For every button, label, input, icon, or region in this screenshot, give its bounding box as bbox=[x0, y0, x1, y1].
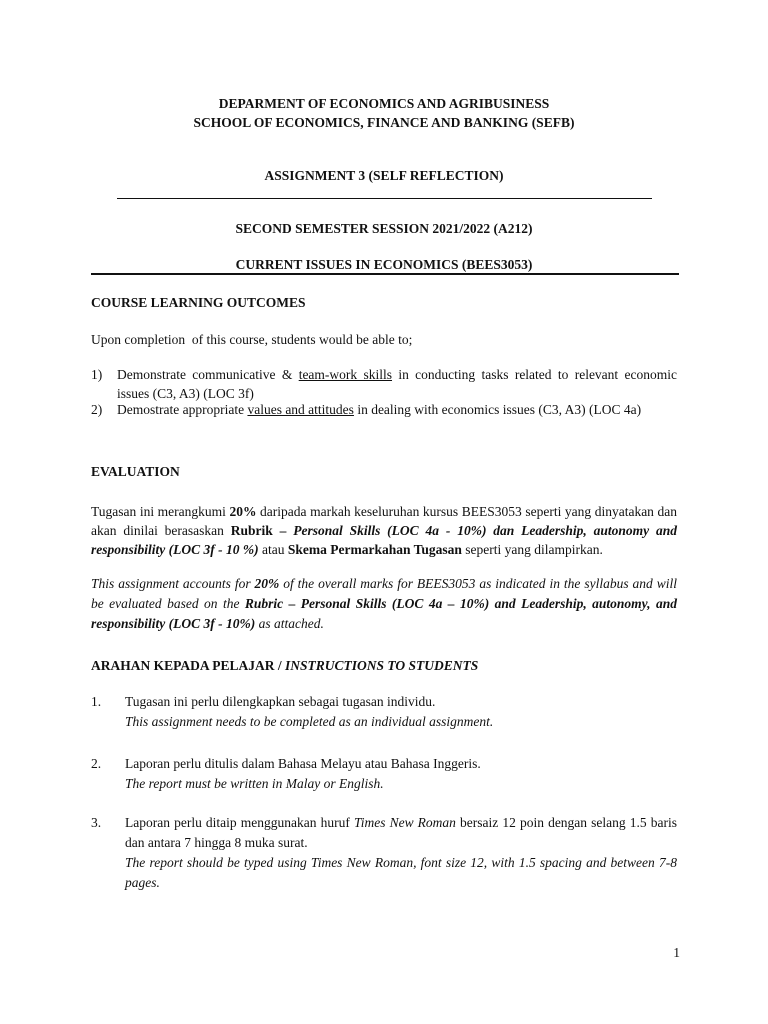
clo-heading: COURSE LEARNING OUTCOMES bbox=[91, 295, 306, 310]
bold-text: Skema Permarkahan Tugasan bbox=[287, 542, 462, 557]
clo-intro: Upon completion of this course, students would be able to; bbox=[91, 332, 413, 347]
instruction-number: 1. bbox=[91, 694, 102, 709]
instruction-malay bbox=[125, 813, 677, 853]
clo-item bbox=[117, 365, 677, 403]
clo-item-text: Demostrate appropriate bbox=[117, 402, 248, 417]
instruction-english: This assignment needs to be completed as an individual assignment. bbox=[125, 714, 494, 729]
clo-item-underlined: values and attitudes bbox=[247, 402, 354, 417]
title-divider bbox=[117, 198, 652, 199]
text: atau bbox=[258, 542, 288, 557]
semester-line: SECOND SEMESTER SESSION 2021/2022 (A212) bbox=[235, 221, 533, 236]
clo-item-text: in dealing with economics issues (C3, A3) (LOC 4a) bbox=[353, 402, 642, 417]
text: seperti yang dilampirkan. bbox=[461, 542, 603, 557]
bold-text: Rubrik – bbox=[230, 523, 294, 538]
instruction-english: The report should be typed using Times New Roman, font size 12, with 1.5 spacing and between 7-8 pages. bbox=[125, 855, 677, 890]
evaluation-heading: EVALUATION bbox=[91, 464, 180, 479]
instruction-malay: Laporan perlu ditulis dalam Bahasa Melayu atau Bahasa Inggeris. bbox=[125, 756, 481, 771]
clo-item-text: in conducting tasks related to relevant economic issues (C3, A3) (LOC 3f) bbox=[117, 367, 677, 401]
instructions-heading-malay: ARAHAN KEPADA PELAJAR / bbox=[91, 658, 286, 673]
text: This assignment accounts for bbox=[91, 576, 255, 591]
course-line: CURRENT ISSUES IN ECONOMICS (BEES3053) bbox=[235, 257, 533, 272]
page-number: 1 bbox=[673, 945, 680, 960]
bold-italic-text: Personal Skills (LOC 4a - 10%) dan Leadership, autonomy and responsibility (LOC 3f - 10 %) bbox=[91, 523, 677, 557]
text: Tugasan ini merangkumi bbox=[91, 504, 230, 519]
bold-text: Rubric – Personal Skills (LOC 4a – 10%) and Leadership, autonomy, and responsibility (LOC 3f - 10%) bbox=[91, 596, 677, 631]
italic-text: Times New Roman bbox=[353, 815, 456, 830]
clo-item-text: Demonstrate communicative & bbox=[117, 367, 299, 382]
evaluation-malay bbox=[91, 502, 677, 559]
evaluation-english bbox=[91, 574, 677, 634]
instructions-heading bbox=[91, 656, 478, 675]
text: Laporan perlu ditaip menggunakan huruf bbox=[125, 815, 354, 830]
instructions-heading-english: INSTRUCTIONS TO STUDENTS bbox=[285, 658, 479, 673]
clo-item-number: 2) bbox=[91, 402, 103, 417]
instruction-english: The report must be written in Malay or English. bbox=[125, 776, 384, 791]
clo-item bbox=[117, 400, 677, 419]
assignment-title: ASSIGNMENT 3 (SELF REFLECTION) bbox=[264, 168, 504, 183]
text: daripada markah keseluruhan kursus BEES3053 seperti yang dinyatakan dan akan dinilai berasaskan bbox=[91, 504, 677, 538]
clo-item-number: 1) bbox=[91, 367, 103, 382]
text: of the overall marks for BEES3053 as indicated in the syllabus and will be evaluated based on the bbox=[91, 576, 677, 611]
instruction-number: 3. bbox=[91, 815, 102, 830]
bold-text: 20% bbox=[229, 504, 257, 519]
course-divider bbox=[91, 273, 679, 275]
instruction-number: 2. bbox=[91, 756, 102, 771]
department-line: DEPARMENT OF ECONOMICS AND AGRIBUSINESS bbox=[218, 96, 550, 111]
instruction-malay: Tugasan ini perlu dilengkapkan sebagai tugasan individu. bbox=[125, 694, 436, 709]
school-line: SCHOOL OF ECONOMICS, FINANCE AND BANKING (SEFB) bbox=[193, 115, 575, 130]
bold-text: 20% bbox=[254, 576, 280, 591]
text: as attached. bbox=[255, 616, 324, 631]
text: bersaiz 12 poin dengan selang 1.5 baris dan antara 7 hingga 8 muka surat. bbox=[125, 815, 677, 850]
clo-item-underlined: team-work skills bbox=[298, 367, 393, 382]
